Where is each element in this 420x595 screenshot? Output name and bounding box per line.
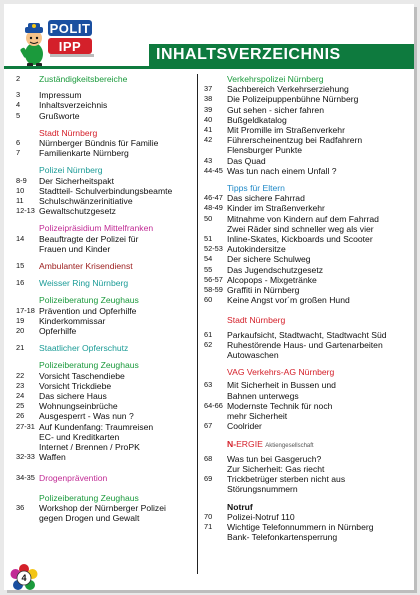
page-ref: 42 — [204, 135, 213, 145]
page-number: 4 — [21, 573, 27, 583]
section-title: Staatlicher Opferschutz — [39, 343, 129, 354]
section-title: Tipps für Eltern — [227, 183, 285, 194]
page-ref: 32-33 — [16, 452, 35, 462]
entry-text: Sachbereich Verkehrserziehung — [227, 84, 349, 95]
toc-entry[interactable] — [16, 381, 194, 391]
page-ref: 52-53 — [204, 244, 223, 254]
page-ref: 8-9 — [16, 175, 27, 185]
entry-text: Wichtige Telefonnummern in Nürnberg — [227, 521, 374, 532]
section-weisser-ring[interactable] — [16, 278, 194, 288]
section-verkehrspolizei — [204, 74, 412, 84]
page-ref: 15 — [16, 261, 25, 271]
page-ref: 64-66 — [204, 400, 223, 410]
page-ref — [16, 513, 39, 523]
page-ref: 17-18 — [16, 305, 35, 315]
toc-entry[interactable] — [204, 532, 412, 542]
toc-entry[interactable] — [204, 94, 412, 104]
entry-text: Gut sehen - sicher fahren — [227, 104, 324, 115]
entry-text: Graffiti in Nürnberg — [227, 285, 300, 296]
toc-entry[interactable] — [204, 330, 412, 340]
page-ref: 20 — [16, 326, 25, 336]
entry-text: Bußgeldkatalog — [227, 114, 287, 125]
brand-n: N- — [227, 438, 237, 449]
toc-entry[interactable] — [16, 411, 194, 421]
toc-entry[interactable] — [204, 285, 412, 295]
entry-text: Frauen und Kinder — [39, 243, 111, 254]
section-notruf — [204, 502, 412, 512]
entry-text: Polizei-Notruf 110 — [227, 511, 295, 522]
page-ref: 41 — [204, 125, 213, 135]
toc-entry[interactable] — [204, 125, 412, 135]
entry-text: Die Polizeipuppenbühne Nürnberg — [227, 94, 359, 105]
section-title: Stadt Nürnberg — [227, 315, 286, 326]
title-rule — [4, 66, 414, 69]
page-ref: 43 — [204, 155, 213, 165]
entry-text: Was tun nach einem Unfall ? — [227, 165, 337, 176]
entry-text: Der sichere Schulweg — [227, 254, 311, 265]
toc-entry[interactable] — [204, 512, 412, 522]
entry-text: Zur Sicherheit: Gas riecht — [227, 463, 325, 474]
toc-entry[interactable] — [16, 111, 194, 121]
toc-entry[interactable] — [204, 224, 412, 234]
page-ref: 55 — [204, 264, 213, 274]
n-ergie-brand — [227, 439, 314, 451]
toc-entry[interactable] — [204, 401, 412, 411]
entry-text: Das sichere Fahrrad — [227, 193, 305, 204]
toc-entry[interactable] — [16, 244, 194, 254]
entry-text: Bahnen unterwegs — [227, 390, 299, 401]
section-title: Weisser Ring Nürnberg — [39, 278, 129, 289]
toc-entry[interactable] — [16, 306, 194, 316]
entry-text: Beauftragte der Polizei für — [39, 233, 139, 244]
column-divider — [197, 74, 198, 574]
toc-entry[interactable] — [16, 442, 194, 452]
section-title: Polizeiberatung Zeughaus — [39, 360, 139, 371]
entry-text: Nürnberger Bündnis für Familie — [39, 138, 159, 149]
entry-text: Ruhestörende Haus- und Gartenarbeiten — [227, 339, 383, 350]
toc-entry[interactable] — [16, 138, 194, 148]
toc-entry[interactable] — [16, 316, 194, 326]
toc-entry[interactable] — [204, 244, 412, 254]
page-ref — [16, 244, 39, 254]
entry-text: Autowaschen — [227, 350, 279, 361]
toc-entry[interactable] — [204, 464, 412, 474]
entry-text: Auf Kundenfang: Traumreisen — [39, 421, 154, 432]
page-ref: 71 — [204, 521, 213, 531]
page-ref: 61 — [204, 329, 213, 339]
section-stadt-nuernberg-2 — [204, 315, 412, 325]
entry-text: Was tun bei Gasgeruch? — [227, 453, 322, 464]
entry-text: Inhaltsverzeichnis — [39, 100, 108, 111]
toc-entry[interactable] — [204, 421, 412, 431]
logo-text — [48, 20, 92, 56]
toc-entry[interactable] — [204, 145, 412, 155]
entry-text: Zwei Räder sind schneller weg als vier — [227, 223, 374, 234]
entry-text: Modernste Technik für noch — [227, 400, 333, 411]
section-n-ergie — [204, 439, 412, 451]
page-ref: 23 — [16, 380, 25, 390]
entry-text: Mit Sicherheit in Bussen und — [227, 380, 336, 391]
toc-entry[interactable] — [204, 391, 412, 401]
page-ref: 51 — [204, 234, 213, 244]
toc-entry[interactable] — [16, 186, 194, 196]
entry-text: Kinderkommissar — [39, 315, 106, 326]
page-ref: 54 — [204, 254, 213, 264]
entry-text: Inline-Skates, Kickboards und Scooter — [227, 234, 373, 245]
section-polizeipraesidium — [16, 223, 194, 233]
entry-text: Prävention und Opferhilfe — [39, 305, 137, 316]
page-ref: 3 — [16, 90, 21, 100]
entry-text: Coolrider — [227, 421, 262, 432]
page-ref: 16 — [16, 278, 25, 288]
page-ref: 63 — [204, 380, 213, 390]
page-ref: 5 — [16, 110, 21, 120]
toc-entry[interactable] — [204, 350, 412, 360]
page-ref: 34-35 — [16, 472, 35, 482]
section-title: Drogenprävention — [39, 472, 108, 483]
toc-entry[interactable] — [16, 513, 194, 523]
section-drogenpraevention[interactable] — [16, 473, 194, 483]
page-ref: 39 — [204, 104, 213, 114]
entry-text: Ausgesperrt - Was nun ? — [39, 411, 134, 422]
toc-entry[interactable] — [204, 340, 412, 350]
entry-text: Das Jugendschutzgesetz — [227, 264, 324, 275]
toc-entry[interactable] — [204, 156, 412, 166]
page-title — [149, 44, 414, 66]
section-title: Verkehrspolizei Nürnberg — [227, 74, 324, 84]
page-ref: 22 — [16, 370, 25, 380]
toc-entry[interactable] — [204, 380, 412, 390]
page-ref — [204, 350, 227, 360]
page-title-text: INHALTSVERZEICHNIS — [156, 46, 341, 63]
toc-entry[interactable] — [204, 135, 412, 145]
right-column — [204, 74, 412, 542]
page-ref: 26 — [16, 411, 25, 421]
toc-entry[interactable] — [204, 265, 412, 275]
page-ref: 6 — [16, 138, 21, 148]
entry-text: Störungsnummern — [227, 484, 298, 495]
entry-text: Waffen — [39, 452, 66, 463]
toc-entry[interactable] — [204, 411, 412, 421]
page-ref — [204, 224, 227, 234]
page-ref: 46-47 — [204, 193, 223, 203]
brand-suffix: Aktiengesellschaft — [265, 442, 314, 449]
toc-entry[interactable] — [204, 105, 412, 115]
entry-text: Workshop der Nürnberger Polizei — [39, 502, 166, 513]
brand-rest: ERGIE — [236, 438, 263, 449]
toc-entry[interactable] — [16, 432, 194, 442]
section-title: Stadt Nürnberg — [39, 127, 98, 138]
toc-entry[interactable] — [16, 452, 194, 462]
page-ref: 36 — [16, 502, 25, 512]
toc-entry[interactable] — [16, 90, 194, 100]
page-ref: 56-57 — [204, 274, 223, 284]
toc-entry[interactable] — [204, 84, 412, 94]
section-title: VAG Verkehrs-AG Nürnberg — [227, 367, 335, 378]
toc-entry[interactable] — [204, 484, 412, 494]
entry-text: Parkaufsicht, Stadtwacht, Stadtwacht Süd — [227, 329, 387, 340]
toc-entry[interactable] — [16, 234, 194, 244]
page-ref — [204, 484, 227, 494]
toc-entry[interactable] — [204, 166, 412, 176]
page-ref: 68 — [204, 453, 213, 463]
toc-entry[interactable] — [204, 214, 412, 224]
toc-entry[interactable] — [204, 203, 412, 213]
entry-text: mehr Sicherheit — [227, 411, 288, 422]
section-title: Polizeipräsidium Mittelfranken — [39, 223, 154, 234]
page-ref: 69 — [204, 474, 213, 484]
entry-text: Trickbetrüger sterben nicht aus — [227, 474, 346, 485]
entry-text: Das Quad — [227, 155, 266, 166]
page-ref: 37 — [204, 84, 213, 94]
page-ref: 11 — [16, 196, 24, 206]
page-ref: 14 — [16, 233, 25, 243]
entry-text: Autokindersitze — [227, 244, 286, 255]
page-ref: 38 — [204, 94, 213, 104]
entry-text: Alcopops - Mixgetränke — [227, 274, 317, 285]
entry-text: gegen Drogen und Gewalt — [39, 513, 140, 524]
toc-entry[interactable] — [16, 196, 194, 206]
entry-text: Stadtteil- Schulverbindungsbeamte — [39, 185, 173, 196]
section-ambulanter-krisendienst[interactable] — [16, 261, 194, 271]
entry-text: Mit Promille im Straßenverkehr — [227, 125, 345, 136]
page-ref: 19 — [16, 315, 25, 325]
toc-entry[interactable] — [16, 401, 194, 411]
section-title: Zuständigkeitsbereiche — [39, 74, 128, 84]
page-ref: 62 — [204, 339, 213, 349]
section-zustaendigkeitsbereiche — [16, 74, 194, 84]
page-ref — [204, 532, 227, 542]
page-ref — [204, 411, 227, 421]
entry-text: Schulschwänzerinitiative — [39, 196, 133, 207]
page-ref: 4 — [16, 100, 21, 110]
entry-text: Internet / Brennen / ProPK — [39, 442, 140, 453]
page-ref: 70 — [204, 511, 213, 521]
section-title: Ambulanter Krisendienst — [39, 261, 133, 272]
toc-entry[interactable] — [16, 206, 194, 216]
toc-entry[interactable] — [16, 503, 194, 513]
page-ref: 58-59 — [204, 285, 223, 295]
toc-entry[interactable] — [16, 326, 194, 336]
page-ref: 2 — [16, 74, 21, 83]
page-ref — [16, 442, 39, 452]
section-tipps-fuer-eltern — [204, 183, 412, 193]
page-ref — [204, 464, 227, 474]
page-ref: 40 — [204, 114, 213, 124]
entry-text: Wohnungseinbrüche — [39, 401, 118, 412]
section-title: Notruf — [227, 501, 253, 512]
entry-text: Familienkarte Nürnberg — [39, 148, 129, 159]
section-polizeiberatung-zeughaus-3 — [16, 493, 194, 503]
toc-entry[interactable] — [204, 522, 412, 532]
entry-text: Der Sicherheitspakt — [39, 175, 114, 186]
page-ref: 24 — [16, 391, 25, 401]
toc-entry[interactable] — [16, 422, 194, 432]
toc-entry[interactable] — [16, 100, 194, 110]
page-ref — [204, 145, 227, 155]
entry-text: Grußworte — [39, 110, 80, 121]
section-polizei-nuernberg — [16, 165, 194, 175]
left-column — [16, 74, 194, 523]
entry-text: Bank- Telefonkartensperrung — [227, 532, 338, 543]
section-staatlicher-opferschutz[interactable] — [16, 343, 194, 353]
toc-entry[interactable] — [204, 254, 412, 264]
entry-text: Impressum — [39, 90, 82, 101]
page — [4, 4, 414, 590]
page-ref: 44-45 — [204, 165, 223, 175]
page-ref: 25 — [16, 401, 25, 411]
page-ref: 60 — [204, 295, 213, 305]
section-stadt-nuernberg — [16, 128, 194, 138]
section-polizeiberatung-zeughaus — [16, 295, 194, 305]
toc-entry[interactable] — [204, 474, 412, 484]
toc-entry[interactable] — [204, 234, 412, 244]
toc-entry[interactable] — [204, 454, 412, 464]
section-polizeiberatung-zeughaus-2 — [16, 360, 194, 370]
page-ref: 50 — [204, 213, 213, 223]
section-title: Polizeiberatung Zeughaus — [39, 492, 139, 503]
toc-entry[interactable] — [204, 275, 412, 285]
section-title: Polizei Nürnberg — [39, 165, 103, 176]
toc-entry[interactable] — [204, 115, 412, 125]
entry-text: Flensburger Punkte — [227, 145, 302, 156]
entry-text: Mitnahme von Kindern auf dem Fahrrad — [227, 213, 379, 224]
entry-text: Gewaltschutzgesetz — [39, 206, 116, 217]
entry-text: Das sichere Haus — [39, 391, 107, 402]
page-ref: 12-13 — [16, 206, 35, 216]
page-ref: 67 — [204, 421, 213, 431]
entry-text: Kinder im Straßenverkehr — [227, 203, 325, 214]
entry-text: Vorsicht Trickdiebe — [39, 380, 112, 391]
entry-text: Vorsicht Taschendiebe — [39, 370, 125, 381]
page-ref — [16, 432, 39, 442]
page-ref: 27-31 — [16, 421, 35, 431]
toc-entry[interactable] — [16, 176, 194, 186]
toc-entry[interactable] — [204, 295, 412, 305]
entry-text: Opferhilfe — [39, 326, 77, 337]
section-title: Polizeiberatung Zeughaus — [39, 295, 139, 306]
page-ref: 10 — [16, 185, 25, 195]
entry-text: Führerscheinentzug bei Radfahrern — [227, 135, 363, 146]
toc-entry[interactable] — [16, 371, 194, 381]
page-ref: 48-49 — [204, 203, 223, 213]
toc-entry[interactable] — [16, 391, 194, 401]
page-ref: 21 — [16, 343, 25, 353]
entry-text: EC- und Kreditkarten — [39, 431, 120, 442]
logo-word: POLITIPP — [49, 21, 91, 54]
entry-text: Keine Angst vor´m großen Hund — [227, 295, 350, 306]
page-ref — [204, 391, 227, 401]
page-ref: 7 — [16, 148, 21, 158]
toc-entry[interactable] — [16, 148, 194, 158]
section-vag — [204, 367, 412, 377]
toc-entry[interactable] — [204, 193, 412, 203]
